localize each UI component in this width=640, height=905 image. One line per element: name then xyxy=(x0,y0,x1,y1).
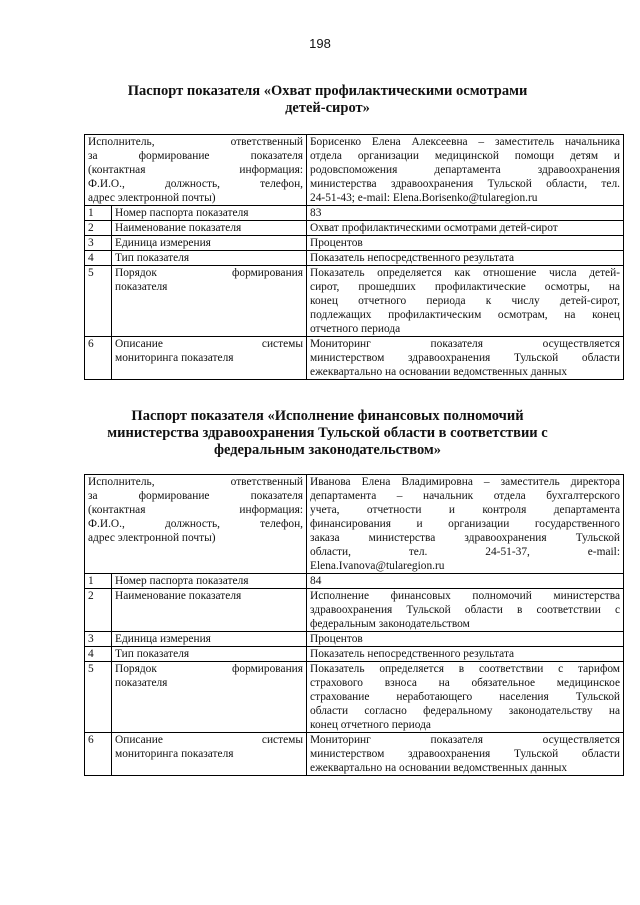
row-number: 1 xyxy=(85,206,112,221)
row-number: 3 xyxy=(85,236,112,251)
responsible-label-cell: Исполнитель, ответственный за формирование показателя (контактная информация: Ф.И.О., должность, телефон, адрес электронной почты) xyxy=(85,135,307,206)
row-value: Процентов xyxy=(307,632,624,647)
responsible-value-cell: Иванова Елена Владимировна – заместитель директора департамента – начальник отдела бухгалтерского учета, отчетности и контроля департамента финансирования и организации государственного заказа министерства здравоохранения Тульской области, тел. 24-51-37, e-mail: Elena.Ivanova@tularegion.ru xyxy=(307,475,624,574)
title-line: Паспорт показателя «Охват профилактическими осмотрами xyxy=(127,83,528,99)
row-name: Номер паспорта показателя xyxy=(112,574,307,589)
table-row xyxy=(85,251,624,266)
row-value: Охват профилактическими осмотрами детей-сирот xyxy=(307,221,624,236)
row-name: Единица измерения xyxy=(112,236,307,251)
row-value: Процентов xyxy=(307,236,624,251)
table-row xyxy=(85,266,624,337)
row-value: 83 xyxy=(307,206,624,221)
table-row xyxy=(85,574,624,589)
row-number: 2 xyxy=(85,589,112,632)
table-row xyxy=(85,632,624,647)
table-row xyxy=(85,337,624,380)
row-number: 5 xyxy=(85,662,112,733)
passport-1-title xyxy=(90,83,565,117)
row-number: 6 xyxy=(85,337,112,380)
title-line: детей-сирот» xyxy=(285,100,370,116)
row-number: 1 xyxy=(85,574,112,589)
responsible-label-cell: Исполнитель, ответственный за формирование показателя (контактная информация: Ф.И.О., должность, телефон, адрес электронной почты) xyxy=(85,475,307,574)
row-name: Тип показателя xyxy=(112,647,307,662)
row-number: 6 xyxy=(85,733,112,776)
table-row xyxy=(85,662,624,733)
row-number: 5 xyxy=(85,266,112,337)
table-row xyxy=(85,475,624,574)
row-number: 4 xyxy=(85,251,112,266)
page-number: 198 xyxy=(309,36,331,51)
row-value: 84 xyxy=(307,574,624,589)
row-value: Показатель непосредственного результата xyxy=(307,251,624,266)
row-number: 3 xyxy=(85,632,112,647)
row-name: Наименование показателя xyxy=(112,221,307,236)
table-row xyxy=(85,589,624,632)
row-name: Порядок формирования показателя xyxy=(112,266,307,337)
table-row xyxy=(85,647,624,662)
row-name: Наименование показателя xyxy=(112,589,307,632)
passport-2-title xyxy=(90,408,565,459)
row-name: Тип показателя xyxy=(112,251,307,266)
row-number: 4 xyxy=(85,647,112,662)
row-name: Порядок формирования показателя xyxy=(112,662,307,733)
row-name: Описание системы мониторинга показателя xyxy=(112,337,307,380)
table-row xyxy=(85,236,624,251)
row-value: Показатель определяется как отношение числа детей- сирот, прошедших профилактические осмотры, на конец отчетного периода к числу детей-сирот, подлежащих профилактическим осмотрам, на конец отчетного периода xyxy=(307,266,624,337)
responsible-value-cell: Борисенко Елена Алексеевна – заместитель начальника отдела организации медицинской помощи детям и родовспоможения департамента здравоохранения министерства здравоохранения Тульской области, тел. 24-51-43; e-mail: Elena.Borisenko@tularegion.ru xyxy=(307,135,624,206)
table-row xyxy=(85,733,624,776)
title-line: министерства здравоохранения Тульской области в соответствии с xyxy=(107,425,548,441)
passport-1-table xyxy=(84,134,624,380)
row-value: Мониторинг показателя осуществляется министерством здравоохранения Тульской области ежеквартально на основании ведомственных данных xyxy=(307,337,624,380)
row-number: 2 xyxy=(85,221,112,236)
title-line: Паспорт показателя «Исполнение финансовых полномочий xyxy=(131,408,524,424)
row-value: Показатель непосредственного результата xyxy=(307,647,624,662)
table-row xyxy=(85,206,624,221)
passport-2-table xyxy=(84,474,624,776)
row-value: Мониторинг показателя осуществляется министерством здравоохранения Тульской области ежеквартально на основании ведомственных данных xyxy=(307,733,624,776)
row-name: Описание системы мониторинга показателя xyxy=(112,733,307,776)
table-row xyxy=(85,135,624,206)
row-name: Единица измерения xyxy=(112,632,307,647)
title-line: федеральным законодательством» xyxy=(213,442,442,458)
row-value: Показатель определяется в соответствии с тарифом страхового взноса на обязательное медицинское страхование неработающего населения Тульской области согласно федеральному законодательству на конец отчетного периода xyxy=(307,662,624,733)
row-value: Исполнение финансовых полномочий министерства здравоохранения Тульской области в соответствии с федеральным законодательством xyxy=(307,589,624,632)
row-name: Номер паспорта показателя xyxy=(112,206,307,221)
table-row xyxy=(85,221,624,236)
